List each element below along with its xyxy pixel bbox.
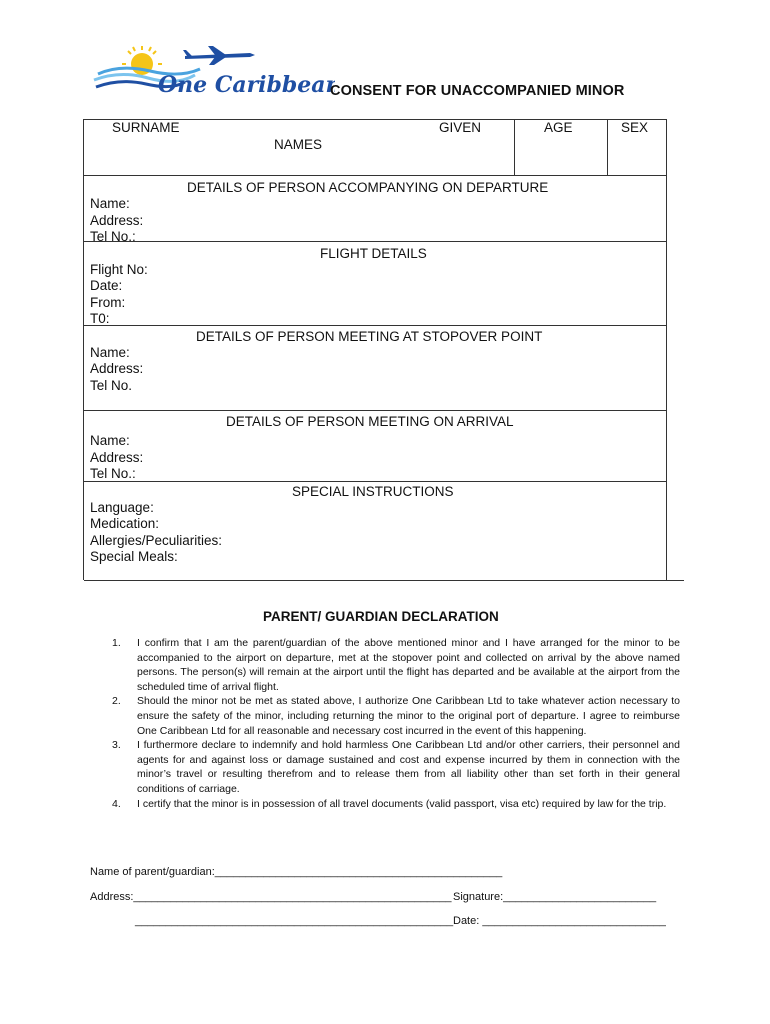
one-caribbean-logo <box>90 44 335 100</box>
arrival-tel-field[interactable]: Tel No.: <box>90 466 136 481</box>
medication-field[interactable]: Medication: <box>90 516 160 531</box>
signature-field[interactable]: Signature:_________________________ <box>453 891 657 903</box>
page-title: CONSENT FOR UNACCOMPANIED MINOR <box>330 83 625 99</box>
flight-date-field[interactable]: Date: <box>90 278 123 293</box>
special-meals-field[interactable]: Special Meals: <box>90 549 178 564</box>
arrival-heading: DETAILS OF PERSON MEETING ON ARRIVAL <box>226 414 514 429</box>
address-line-2-field[interactable]: ____________________________________________________ <box>135 915 454 927</box>
item-text: I confirm that I am the parent/guardian of the above mentioned minor and I have arranged for the minor to be accompanied to the airport on departure, met at the stopover point and collected on arrival by the above named persons. The person(s) will remain at the airport until the flight has departed and be available at the airport from the scheduled time of arrival flight. <box>137 637 680 693</box>
stopover-address-field[interactable]: Address: <box>90 361 144 376</box>
list-item <box>112 636 680 694</box>
table-rule <box>84 241 666 242</box>
item-text: Should the minor not be met as stated above, I authorize One Caribbean Ltd to take whatever action necessary to ensure the safety of the minor, including returning the minor to the original port of departure. I agree to reimburse One Caribbean Ltd for all reasonable and necessary cost incurred in the event of this happening. <box>137 695 680 737</box>
allergies-field[interactable]: Allergies/Peculiarities: <box>90 533 223 548</box>
arrival-name-field[interactable]: Name: <box>90 433 130 448</box>
table-rule <box>84 175 666 176</box>
item-number: 4. <box>112 797 121 810</box>
declaration-title: PARENT/ GUARDIAN DECLARATION <box>263 609 499 624</box>
logo-wordmark: One Caribbean <box>158 72 335 98</box>
accompanying-heading: DETAILS OF PERSON ACCOMPANYING ON DEPARTURE <box>187 180 549 195</box>
flight-no-field[interactable]: Flight No: <box>90 262 148 277</box>
address-field[interactable]: Address:____________________________________________________ <box>90 891 452 903</box>
list-item <box>112 694 680 738</box>
stopover-heading: DETAILS OF PERSON MEETING AT STOPOVER POINT <box>196 329 543 344</box>
special-heading: SPECIAL INSTRUCTIONS <box>292 484 454 499</box>
date-field[interactable]: Date: ______________________________ <box>453 915 666 927</box>
names-label: NAMES <box>274 137 323 152</box>
item-text: I furthermore declare to indemnify and hold harmless One Caribbean Ltd and/or other carriers, their personnel and agents for and against loss or damage sustained and cost and expense incurred by them in connection with the minor’s travel or resulting therefrom and to release them from all liability other than set forth in their general conditions of carriage. <box>137 739 680 795</box>
table-rule <box>84 410 666 411</box>
item-number: 2. <box>112 695 121 708</box>
language-field[interactable]: Language: <box>90 500 154 515</box>
accompanying-name-field[interactable]: Name: <box>90 196 130 211</box>
declaration-list <box>112 636 680 811</box>
stopover-tel-field[interactable]: Tel No. <box>90 378 133 393</box>
flight-heading: FLIGHT DETAILS <box>320 246 427 261</box>
list-item <box>112 738 680 796</box>
age-label: AGE <box>544 120 573 135</box>
accompanying-address-field[interactable]: Address: <box>90 213 144 228</box>
list-item <box>112 797 680 812</box>
given-label: GIVEN <box>439 120 482 135</box>
sex-label: SEX <box>621 120 649 135</box>
table-rule <box>84 325 666 326</box>
guardian-name-field[interactable]: Name of parent/guardian:_______________________________________________ <box>90 866 503 878</box>
table-rule <box>84 580 684 581</box>
table-divider <box>514 119 515 175</box>
item-number: 3. <box>112 739 121 752</box>
item-number: 1. <box>112 637 121 649</box>
airplane-icon <box>183 46 255 65</box>
stopover-name-field[interactable]: Name: <box>90 345 130 360</box>
minor-details-form <box>83 119 667 580</box>
surname-label: SURNAME <box>112 120 180 135</box>
flight-from-field[interactable]: From: <box>90 295 126 310</box>
flight-to-field[interactable]: T0: <box>90 311 110 326</box>
accompanying-tel-field[interactable]: Tel No.: <box>90 229 136 244</box>
table-rule <box>84 481 666 482</box>
item-text: I certify that the minor is in possession of all travel documents (valid passport, visa etc) required by law for the trip. <box>137 797 667 810</box>
arrival-address-field[interactable]: Address: <box>90 450 144 465</box>
table-divider <box>607 119 608 175</box>
